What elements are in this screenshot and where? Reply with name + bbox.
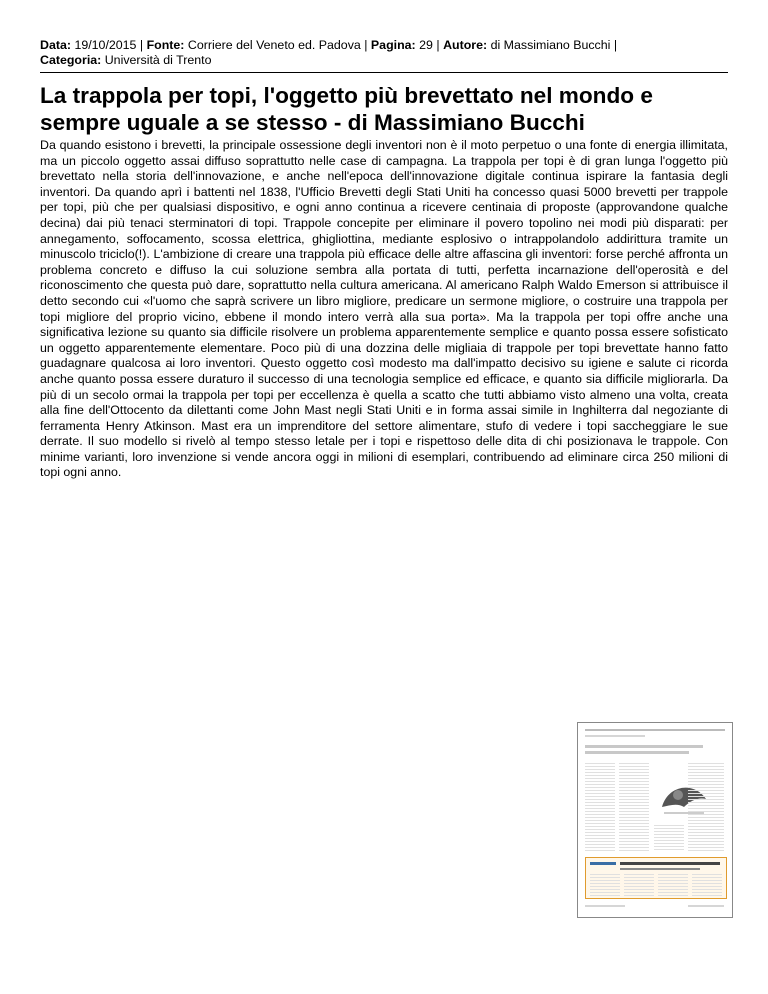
page-value: 29 [419, 38, 433, 52]
category-value: Università di Trento [104, 53, 212, 67]
source-value: Corriere del Veneto ed. Padova [187, 38, 361, 52]
highlighted-article-box [585, 857, 727, 899]
separator: | [364, 38, 368, 52]
author-value: di Massimiano Bucchi [490, 38, 611, 52]
category-label: Categoria: [40, 53, 102, 67]
date-label: Data: [40, 38, 71, 52]
page-label: Pagina: [370, 38, 416, 52]
article-metadata [40, 38, 728, 68]
separator: | [436, 38, 440, 52]
header-divider [40, 72, 728, 73]
separator: | [139, 38, 144, 52]
author-label: Autore: [443, 38, 488, 52]
newspaper-page-thumbnail [577, 722, 733, 918]
source-label: Fonte: [146, 38, 185, 52]
article-body: Da quando esistono i brevetti, la principale ossessione degli inventori non è il moto perpetuo o una fonte di energia illimitata, ma un piccolo oggetto assai diffuso soprattutto nelle case di campagna. La trappola per topi è di gran lunga l'oggetto più brevettato nella storia dell'innovazione, e anche nell'epoca dell'innovazione digitale continua ispirare la fantasia degli inventori. Da quando aprì i battenti nel 1838, l'Ufficio Brevetti degli Stati Uniti ha concesso quasi 5000 brevetti per trappole per topi, più che per qualsiasi dispositivo, e ogni anno continua a ricevere centinaia di proposte (approvandone qualche decina) dai più tenaci sterminatori di topi. Trappole concepite per eliminare il povero topolino nei modi più disparati: per annegamento, soffocamento, scossa elettrica, ghigliottina, mediante esplosivo o intrappolandolo addirittura tramite un minuscolo triciclo(!). L'ambizione di creare una trappola più efficace delle altre affascina gli inventori: forse perché affronta un problema concreto e diffuso la cui soluzione sembra alla portata di tutti, perfetta incarnazione dell'operosità e del riconoscimento che questa può dare, soprattutto nella cultura americana. Al americano Ralph Waldo Emerson si attribuisce il detto secondo cui «l'uomo che saprà scrivere un libro migliore, predicare un sermone migliore, o costruire una trappola per topi migliore del proprio vicino, ebbene il mondo intero verrà alla sua porta». Ma la trappola per topi offre anche una significativa lezione su quanto sia difficile risolvere un problema apparentemente semplice e quanto possa essere sofisticato un oggetto apparentemente elementare. Poco più di una dozzina delle migliaia di trappole per topi brevettate hanno fatto guadagnare qualcosa ai loro inventori. Questo oggetto così modesto ma dall'impatto decisivo su igiene e salute ci ricorda anche quanto possa essere duraturo il successo di una tecnologia semplice ed efficace, e quanto sia difficile migliorarla. Da più di un secolo ormai la trappola per topi per eccellenza è quella a scatto che tutti abbiamo visto almeno una volta, creata alla fine dell'Ottocento da dilettanti come John Mast negli Stati Uniti e in forma assai simile in Inghilterra dal negoziante di ferramenta Henry Atkinson. Mast era un imprenditore del settore alimentare, stufo di vedere i topi saccheggiare le sue derrate. Il suo modello si rivelò al tempo stesso letale per i topi e rispettoso delle dita di chi posizionava le trappole. Con minime varianti, loro invenzione si vende ancora oggi in milioni di esemplari, contribuendo ad eliminare circa 250 milioni di topi ogni anno. [40, 138, 728, 480]
date-value: 19/10/2015 [74, 38, 137, 52]
article-title: La trappola per topi, l'oggetto più brevettato nel mondo e sempre uguale a se stesso - di Massimiano Bucchi [40, 83, 653, 135]
separator: | [613, 38, 618, 52]
